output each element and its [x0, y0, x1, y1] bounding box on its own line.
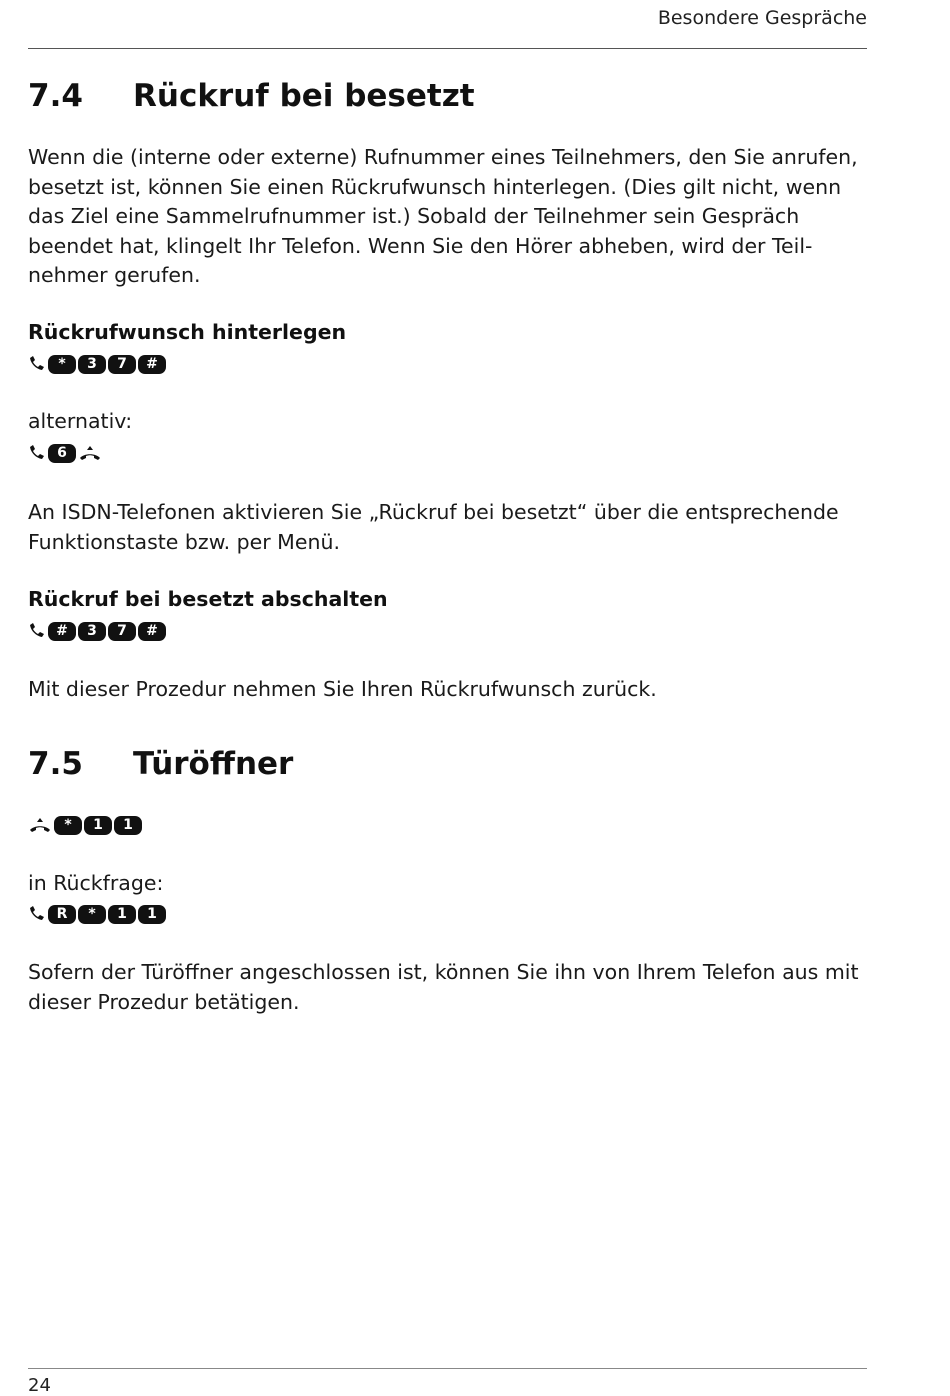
alternative-key-sequence: [28, 442, 102, 464]
cancel-callback-heading: Rückruf bei besetzt abschalten: [28, 587, 388, 611]
header-rule: [28, 48, 867, 49]
key-1: 1: [84, 816, 112, 835]
key-star: *: [48, 355, 76, 374]
text-line: beendet hat, klingelt Ihr Telefon. Wenn Sie den Hörer abheben, wird der Teil-: [28, 233, 813, 258]
cancel-description: [28, 675, 868, 705]
section-number: 7.5: [28, 746, 83, 782]
key-3: 3: [78, 622, 106, 641]
key-hash: #: [138, 622, 166, 641]
text-line: besetzt ist, können Sie einen Rückrufwunsch hinterlegen. (Dies gilt nicht, wenn: [28, 174, 842, 199]
text-line: nehmer gerufen.: [28, 263, 201, 287]
handset-replaced-icon: [28, 816, 52, 834]
key-1: 1: [114, 816, 142, 835]
text-line: das Ziel eine Sammelrufnummer ist.) Sobald der Teilnehmer sein Gespräch: [28, 204, 800, 228]
footer-rule: [28, 1368, 867, 1369]
handset-lifted-icon: [28, 355, 46, 373]
handset-lifted-icon: [28, 622, 46, 640]
key-3: 3: [78, 355, 106, 374]
set-callback-key-sequence: [28, 353, 166, 375]
isdn-paragraph: [28, 498, 868, 557]
door-opener-key-sequence: [28, 814, 142, 836]
key-star: *: [78, 905, 106, 924]
key-6: 6: [48, 444, 76, 463]
running-header: Besondere Gespräche: [657, 7, 867, 29]
handset-lifted-icon: [28, 905, 46, 923]
text-line: Sofern der Türöffner angeschlossen ist, können Sie ihn von Ihrem Telefon aus mit: [28, 960, 859, 984]
set-callback-heading: Rückrufwunsch hinterlegen: [28, 320, 347, 344]
section-title: Rückruf bei besetzt: [133, 78, 475, 114]
handset-replaced-icon: [78, 444, 102, 462]
page-number: 24: [28, 1375, 51, 1396]
section-number: 7.4: [28, 78, 83, 114]
text-line: Wenn die (interne oder externe) Rufnummer eines Teilnehmers, den Sie anrufen,: [28, 145, 858, 169]
key-hash: #: [138, 355, 166, 374]
key-7: 7: [108, 622, 136, 641]
key-r: R: [48, 905, 76, 924]
text-line: An ISDN-Telefonen aktivieren Sie „Rückruf bei besetzt“ über die entsprechende: [28, 500, 839, 524]
text-line: Funktionstaste bzw. per Menü.: [28, 529, 340, 554]
section-heading-7-4: [28, 78, 475, 114]
key-hash: #: [48, 622, 76, 641]
key-7: 7: [108, 355, 136, 374]
text-line: dieser Prozedur betätigen.: [28, 989, 300, 1014]
inquiry-label: in Rückfrage:: [28, 871, 164, 895]
inquiry-key-sequence: [28, 903, 166, 925]
key-1: 1: [108, 905, 136, 924]
text-line: Mit dieser Prozedur nehmen Sie Ihren Rückrufwunsch zurück.: [28, 677, 657, 701]
intro-paragraph: [28, 143, 868, 291]
key-star: *: [54, 816, 82, 835]
alternative-label: alternativ:: [28, 409, 133, 433]
door-opener-description: [28, 958, 868, 1017]
key-1: 1: [138, 905, 166, 924]
handset-lifted-icon: [28, 444, 46, 462]
cancel-callback-key-sequence: [28, 620, 166, 642]
section-title: Türöffner: [133, 746, 294, 782]
section-heading-7-5: [28, 746, 293, 782]
